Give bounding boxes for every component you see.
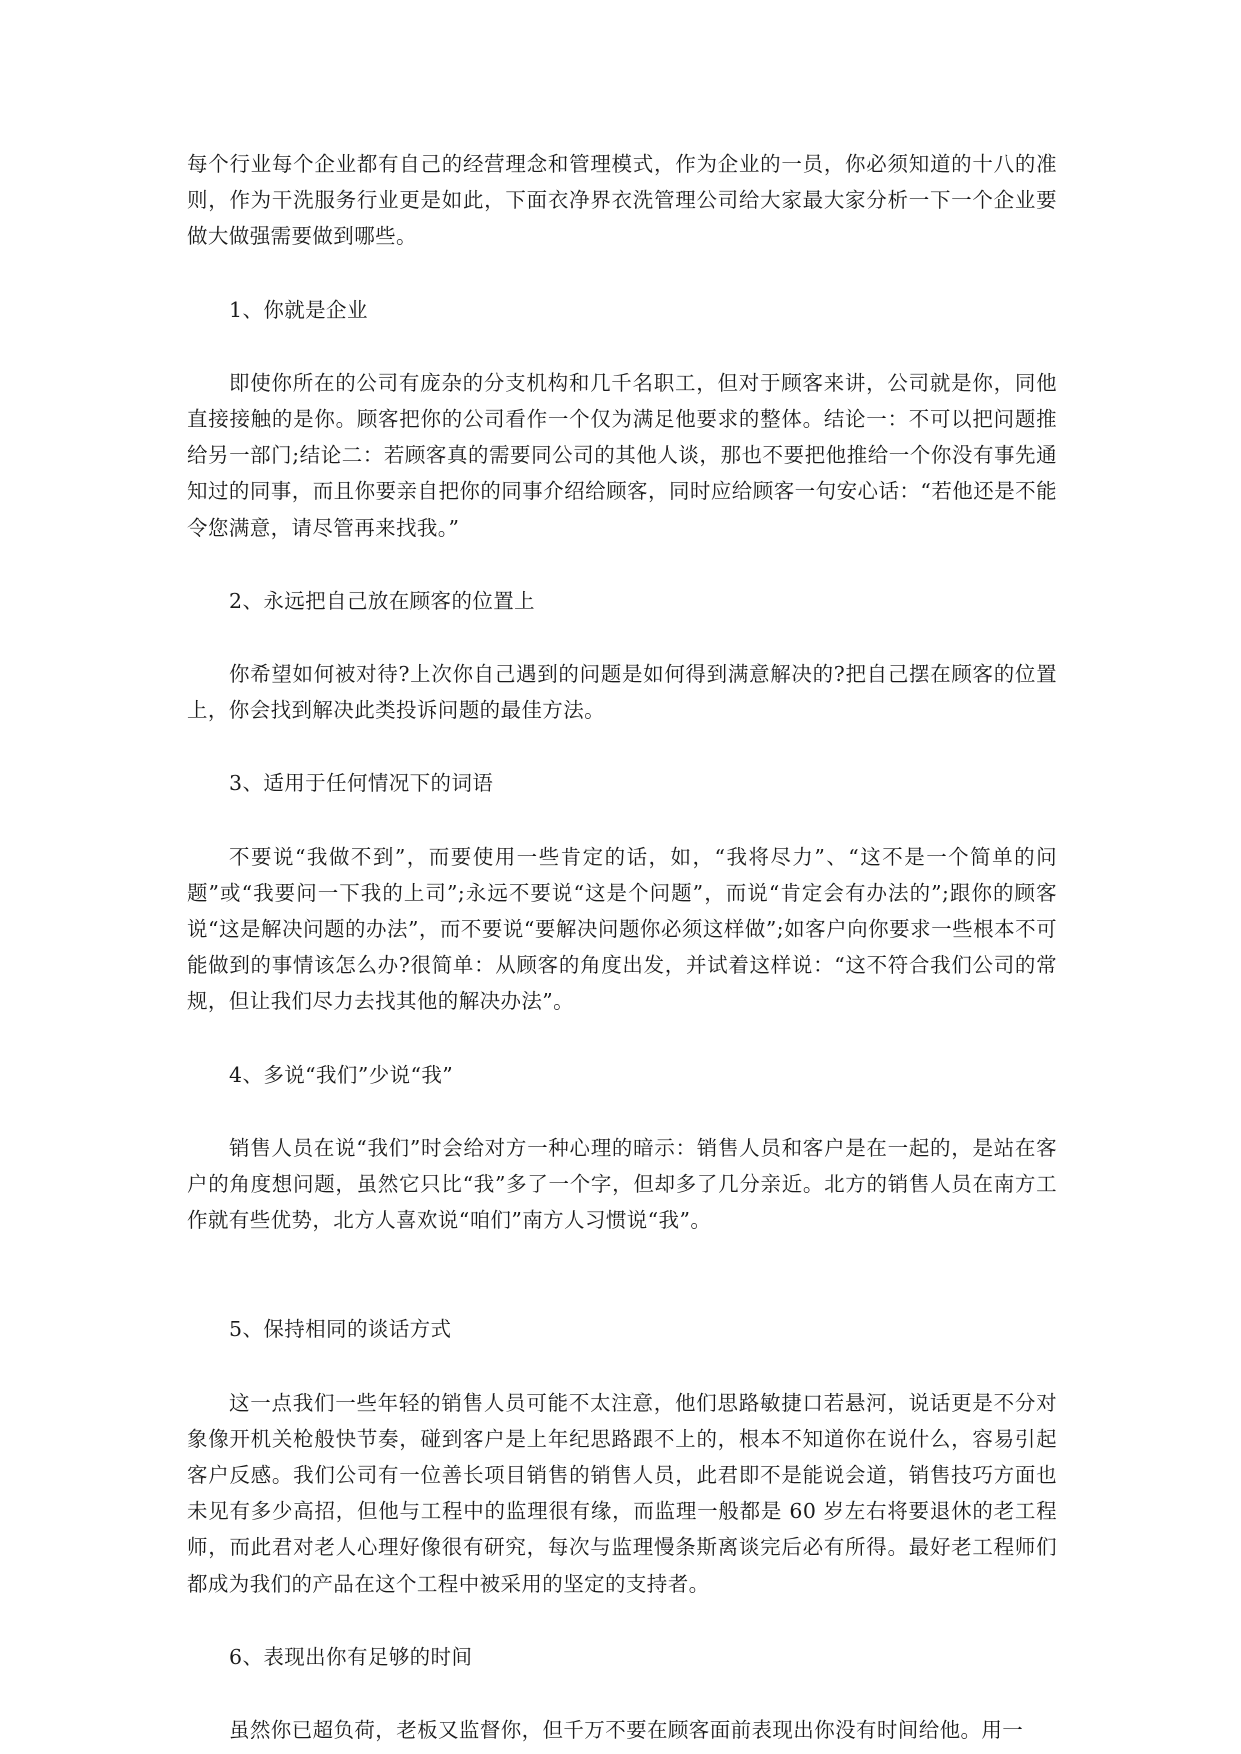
section-body-6: 虽然你已超负荷，老板又监督你，但千万不要在顾客面前表现出你没有时间给他。用一 — [229, 1718, 1024, 1743]
section-body-1: 即使你所在的公司有庞杂的分支机构和几千名职工，但对于顾客来讲，公司就是你，同他直接接触的是你。顾客把你的公司看作一个仅为满足他要求的整体。结论一：不可以把问题推给另一部门;结论二：若顾客真的需要同公司的其他人谈，那也不要把他推给一个你没有事先通知过的同事，而且你要亲自把你的同事介绍给顾客，同时应给顾客一句安心话：“若他还是不能令您满意，请尽管再来找我。” — [187, 370, 1057, 540]
section-heading-1: 1、你就是企业 — [229, 297, 368, 322]
intro-paragraph: 每个行业每个企业都有自己的经营理念和管理模式，作为企业的一员，你必须知道的十八的准则，作为干洗服务行业更是如此，下面衣净界衣洗管理公司给大家最大家分析一下一个企业要做大做强需要做到哪些。 — [187, 152, 1057, 249]
section-body-2: 你希望如何被对待?上次你自己遇到的问题是如何得到满意解决的?把自己摆在顾客的位置上，你会找到解决此类投诉问题的最佳方法。 — [187, 662, 1057, 723]
section-heading-5: 5、保持相同的谈话方式 — [229, 1317, 452, 1342]
document-page — [187, 146, 1057, 1748]
section-heading-4: 4、多说“我们”少说“我” — [229, 1062, 454, 1087]
section-body-3: 不要说“我做不到”，而要使用一些肯定的话，如，“我将尽力”、“这不是一个简单的问题”或“我要问一下我的上司”;永远不要说“这是个问题”，而说“肯定会有办法的”;跟你的顾客说“这是解决问题的办法”，而不要说“要解决问题你必须这样做”;如客户向你要求一些根本不可能做到的事情该怎么办?很简单：从顾客的角度出发，并试着这样说：“这不符合我们公司的常规，但让我们尽力去找其他的解决办法”。 — [187, 844, 1057, 1014]
section-heading-6: 6、表现出你有足够的时间 — [229, 1644, 473, 1669]
section-body-4: 销售人员在说“我们”时会给对方一种心理的暗示：销售人员和客户是在一起的，是站在客户的角度想问题，虽然它只比“我”多了一个字，但却多了几分亲近。北方的销售人员在南方工作就有些优势，北方人喜欢说“咱们”南方人习惯说“我”。 — [187, 1135, 1057, 1233]
section-heading-2: 2、永远把自己放在顾客的位置上 — [229, 588, 536, 613]
section-body-5: 这一点我们一些年轻的销售人员可能不太注意，他们思路敏捷口若悬河，说话更是不分对象像开机关枪般快节奏，碰到客户是上年纪思路跟不上的，根本不知道你在说什么，容易引起客户反感。我们公司有一位善长项目销售的销售人员，此君即不是能说会道，销售技巧方面也未见有多少高招，但他与工程中的监理很有缘，而监理一般都是 60 岁左右将要退休的老工程师，而此君对老人心理好像很有研究，每次与监理慢条斯离谈完后必有所得。最好老工程师们都成为我们的产品在这个工程中被采用的坚定的支持者。 — [187, 1390, 1057, 1596]
section-heading-3: 3、适用于任何情况下的词语 — [229, 771, 494, 796]
